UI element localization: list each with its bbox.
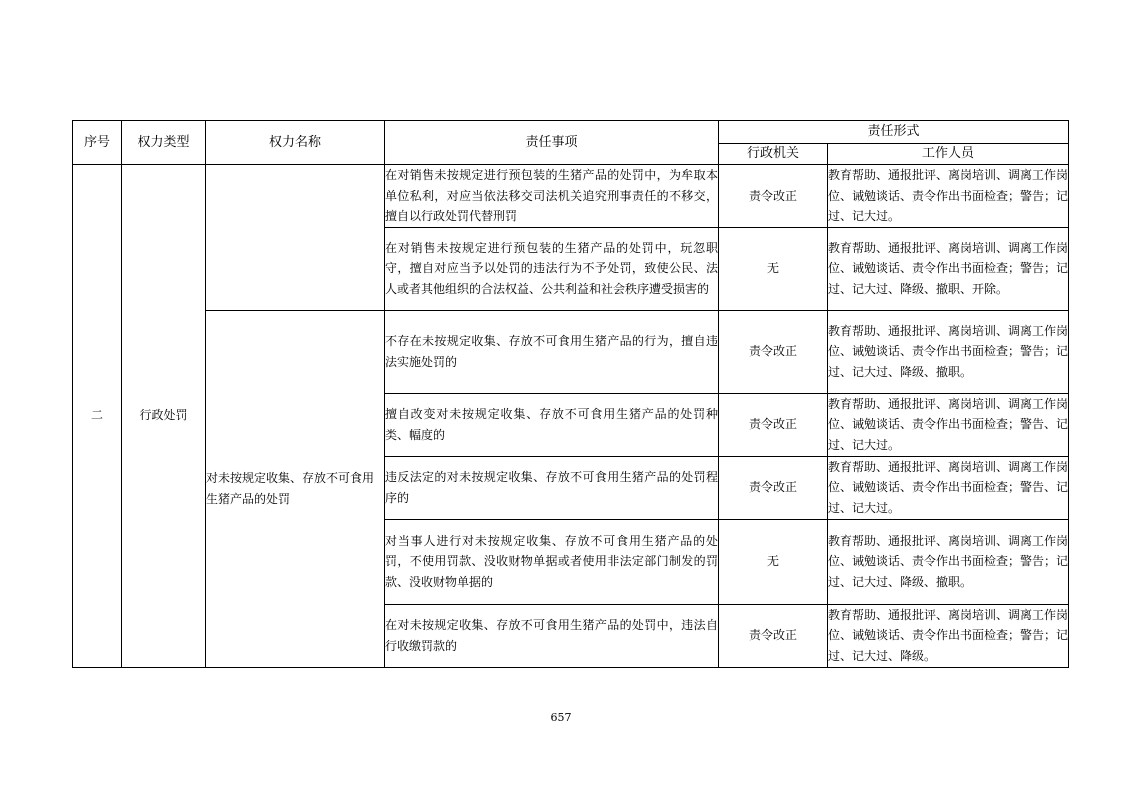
agency-cell: 责令改正 (719, 393, 828, 456)
staff-cell: 教育帮助、通报批评、离岗培训、调离工作岗位、诫勉谈话、责令作出书面检查；警告；记过、记大过。 (828, 165, 1069, 228)
staff-cell: 教育帮助、通报批评、离岗培训、调离工作岗位、诫勉谈话、责令作出书面检查；警告；记过、记大过、降级、撤职、开除。 (828, 227, 1069, 310)
header-power-type: 权力类型 (122, 121, 206, 165)
staff-cell: 教育帮助、通报批评、离岗培训、调离工作岗位、诫勉谈话、责令作出书面检查；警告；记过、记大过、降级。 (828, 604, 1069, 667)
item-cell: 在对销售未按规定进行预包装的生猪产品的处罚中，为牟取本单位私利，对应当依法移交司法机关追究刑事责任的不移交，擅自以行政处罚代替刑罚 (385, 165, 719, 228)
header-seq: 序号 (73, 121, 122, 165)
power-type-cell: 行政处罚 (122, 165, 206, 668)
staff-cell: 教育帮助、通报批评、离岗培训、调离工作岗位、诫勉谈话、责令作出书面检查；警告；记过、记大过、降级、撤职。 (828, 519, 1069, 604)
page-number: 657 (550, 711, 572, 724)
staff-cell: 教育帮助、通报批评、离岗培训、调离工作岗位、诫勉谈话、责令作出书面检查；警告、记过、记大过。 (828, 393, 1069, 456)
staff-cell: 教育帮助、通报批评、离岗培训、调离工作岗位、诫勉谈话、责令作出书面检查；警告；记过、记大过、降级、撤职。 (828, 310, 1069, 393)
agency-cell: 责令改正 (719, 310, 828, 393)
header-responsibility: 责任事项 (385, 121, 719, 165)
agency-cell: 无 (719, 227, 828, 310)
header-power-name: 权力名称 (206, 121, 385, 165)
header-agency: 行政机关 (719, 144, 828, 165)
table-row (73, 165, 1069, 228)
header-form: 责任形式 (719, 121, 1069, 144)
header-staff: 工作人员 (828, 144, 1069, 165)
item-cell: 不存在未按规定收集、存放不可食用生猪产品的行为，擅自违法实施处罚的 (385, 310, 719, 393)
item-cell: 擅自改变对未按规定收集、存放不可食用生猪产品的处罚种类、幅度的 (385, 393, 719, 456)
header-row-1 (73, 121, 1069, 144)
item-cell: 对当事人进行对未按规定收集、存放不可食用生猪产品的处罚，不使用罚款、没收财物单据或者使用非法定部门制发的罚款、没收财物单据的 (385, 519, 719, 604)
item-cell: 在对销售未按规定进行预包装的生猪产品的处罚中，玩忽职守，擅自对应当予以处罚的违法行为不予处罚，致使公民、法人或者其他组织的合法权益、公共利益和社会秩序遭受损害的 (385, 227, 719, 310)
power-name-cell: 对未按规定收集、存放不可食用生猪产品的处罚 (206, 310, 385, 667)
item-cell: 违反法定的对未按规定收集、存放不可食用生猪产品的处罚程序的 (385, 456, 719, 519)
agency-cell: 责令改正 (719, 165, 828, 228)
staff-cell: 教育帮助、通报批评、离岗培训、调离工作岗位、诫勉谈话、责令作出书面检查；警告、记过、记大过。 (828, 456, 1069, 519)
agency-cell: 无 (719, 519, 828, 604)
item-cell: 在对未按规定收集、存放不可食用生猪产品的处罚中，违法自行收缴罚款的 (385, 604, 719, 667)
table-row (73, 310, 1069, 393)
seq-cell: 二 (73, 165, 122, 668)
agency-cell: 责令改正 (719, 456, 828, 519)
agency-cell: 责令改正 (719, 604, 828, 667)
power-name-cell (206, 165, 385, 311)
responsibility-table (72, 120, 1069, 668)
